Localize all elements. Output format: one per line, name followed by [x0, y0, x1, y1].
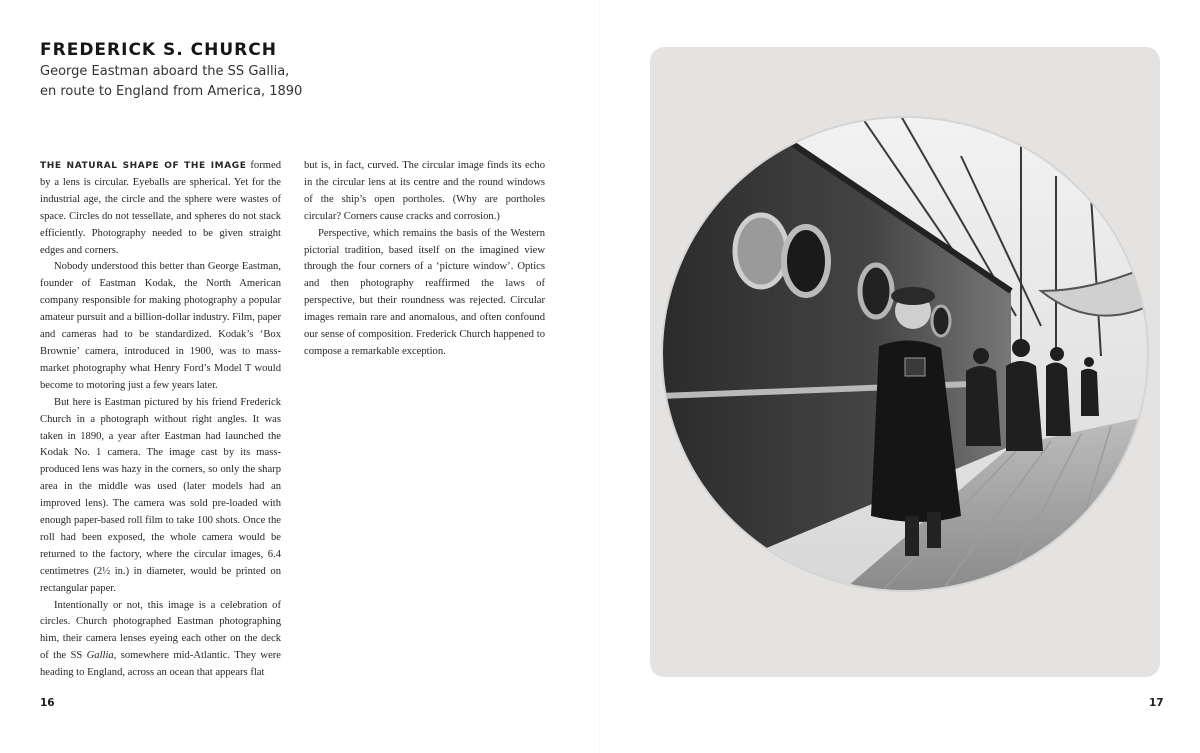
paragraph-text: formed by a lens is circular. Eyeballs are spherical. Yet for the industrial age, the circle and the sphere were wastes of space. Circles do not tessellate, and spheres do not stack efficiently. Photography needed to be given straight edges and corners.: [40, 160, 281, 256]
page-number-left: 16: [40, 697, 55, 709]
paragraph: Perspective, which remains the basis of the Western pictorial tradition, based itself on the imagined view through the four corners of a ‘picture window’. Optics and then photography reaffirmed the laws of perspective, but their roundness was rejected. Circular images remain rare and anomalous, and often confound our sense of composition. Frederick Church happened to compose a remarkable exception.: [304, 227, 545, 357]
paragraph: Nobody understood this better than George Eastman, founder of Eastman Kodak, the North American company responsible for making photography a popular amateur pursuit and a billion-dollar industry. Film, paper and cameras had to be standardized. Kodak’s ‘Box Brownie’ camera, introduced in 1900, was to mass-market photography what Henry Ford’s Model T would become to motoring just a few years later.: [40, 261, 281, 391]
paragraph: [40, 158, 281, 259]
caption-line-1: George Eastman aboard the SS Gallia,: [40, 64, 290, 79]
paragraph-text: Intentionally or not, this image is a celebration of circles. Church photographed Eastman photographing him, their camera lenses eyeing each other on the deck of the SS: [40, 599, 281, 662]
paragraph: [40, 598, 281, 683]
paragraph: but is, in fact, curved. The circular image finds its echo in the circular lens at its centre and the round windows of the ship’s open portholes. (Why are portholes circular? Corners cause cracks and corrosion.): [304, 160, 545, 222]
body-column-2: [304, 158, 545, 361]
gutter-shadow: [599, 0, 601, 753]
paragraph: But here is Eastman pictured by his friend Frederick Church in a photograph without right angles. It was taken in 1890, a year after Eastman had launched the Kodak No. 1 camera. The image cast by its mass-produced lens was hazy in the corners, so only the sharp area in the middle was used (later models had an improved lens). The camera was sold pre-loaded with enough paper-based roll film to take 100 shots. Once the roll had been exposed, the whole camera would be returned to the factory, where the circular images, 6.4 centimetres (2½ in.) in diameter, would be printed on rectangular paper.: [40, 396, 281, 594]
artist-heading: FREDERICK S. CHURCH: [40, 40, 277, 60]
body-column-1: [40, 158, 281, 682]
ship-name: Gallia: [86, 650, 114, 662]
caption-line-2: en route to England from America, 1890: [40, 84, 303, 99]
paragraph-text: , somewhere mid-Atlantic. They were heading to England, across an ocean that appears flat: [40, 650, 281, 679]
photo-caption: [40, 62, 310, 102]
circular-photograph: [661, 116, 1149, 592]
lead-in: THE NATURAL SHAPE OF THE IMAGE: [40, 161, 247, 171]
page-number-right: 17: [1149, 697, 1164, 709]
